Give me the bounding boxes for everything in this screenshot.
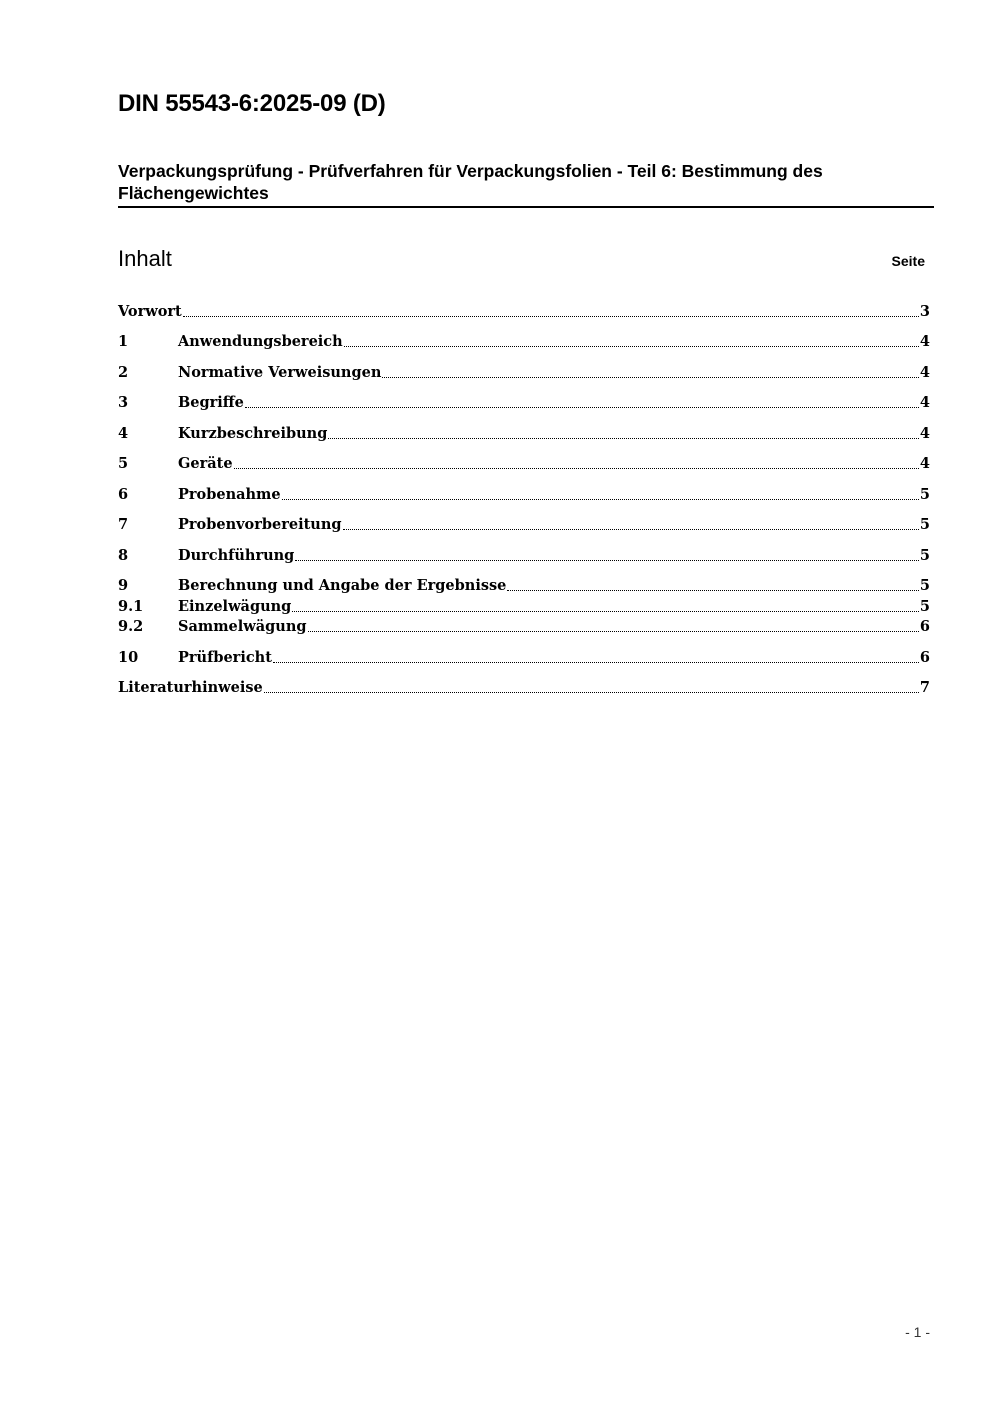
document-id: DIN 55543-6:2025-09 (D) bbox=[118, 90, 386, 117]
toc-entry-page: 7 bbox=[919, 679, 930, 696]
toc-entry-number: 2 bbox=[118, 364, 129, 381]
toc-entry-title: Einzelwägung bbox=[178, 598, 292, 615]
toc-entry-title: Normative Verweisungen bbox=[178, 364, 382, 381]
toc-entry-literaturhinweise[interactable] bbox=[118, 678, 930, 698]
toc-entry-6[interactable] bbox=[118, 485, 930, 505]
toc-entry-title: Kurzbeschreibung bbox=[178, 425, 328, 442]
toc-entry-title: Anwendungsbereich bbox=[178, 333, 343, 350]
toc-dot-leader bbox=[507, 590, 919, 591]
toc-entry-number: 4 bbox=[118, 425, 129, 442]
toc-entry-number: 8 bbox=[118, 547, 129, 564]
toc-entry-title: Vorwort bbox=[118, 303, 182, 320]
toc-dot-leader bbox=[292, 611, 919, 612]
toc-entry-title: Literaturhinweise bbox=[118, 679, 263, 696]
toc-entry-number: 10 bbox=[118, 649, 139, 666]
toc-dot-leader bbox=[245, 407, 919, 408]
toc-entry-number: 6 bbox=[118, 486, 129, 503]
toc-entry-page: 4 bbox=[919, 394, 930, 411]
toc-entry-title: Probenvorbereitung bbox=[178, 516, 342, 533]
toc-entry-number: 9.2 bbox=[118, 618, 144, 635]
toc-entry-1[interactable] bbox=[118, 332, 930, 352]
toc-dot-leader bbox=[382, 377, 919, 378]
toc-entry-title: Probenahme bbox=[178, 486, 281, 503]
toc-entry-number: 3 bbox=[118, 394, 129, 411]
toc-entry-2[interactable] bbox=[118, 363, 930, 383]
toc-entry-page: 5 bbox=[919, 516, 930, 533]
toc-entry-title: Prüfbericht bbox=[178, 649, 272, 666]
document-title: Verpackungsprüfung - Prüfverfahren für Verpackungsfolien - Teil 6: Bestimmung des Flächengewichtes bbox=[118, 160, 934, 208]
toc-dot-leader bbox=[282, 499, 919, 500]
toc-entry-title: Durchführung bbox=[178, 547, 295, 564]
toc-page-column-label: Seite bbox=[891, 253, 925, 269]
page-number: - 1 - bbox=[905, 1324, 930, 1340]
toc-dot-leader bbox=[183, 316, 919, 317]
toc-entry-page: 3 bbox=[919, 303, 930, 320]
toc-entry-8[interactable] bbox=[118, 546, 930, 566]
toc-entry-page: 6 bbox=[919, 618, 930, 635]
toc-entry-title: Sammelwägung bbox=[178, 618, 307, 635]
toc-heading: Inhalt bbox=[118, 246, 172, 271]
toc-entry-page: 5 bbox=[919, 577, 930, 594]
toc-entry-page: 4 bbox=[919, 333, 930, 350]
toc-entry-number: 9.1 bbox=[118, 598, 144, 615]
toc-entry-3[interactable] bbox=[118, 393, 930, 413]
toc-entry-10[interactable] bbox=[118, 648, 930, 668]
toc-dot-leader bbox=[264, 692, 919, 693]
toc-entry-page: 4 bbox=[919, 455, 930, 472]
toc-entry-page: 5 bbox=[919, 547, 930, 564]
toc-entry-page: 5 bbox=[919, 598, 930, 615]
toc-dot-leader bbox=[273, 662, 919, 663]
toc-dot-leader bbox=[234, 468, 919, 469]
toc-entry-page: 4 bbox=[919, 425, 930, 442]
toc-entry-number: 1 bbox=[118, 333, 129, 350]
toc-entry-number: 9 bbox=[118, 577, 129, 594]
toc-entry-vorwort[interactable] bbox=[118, 302, 930, 322]
toc-dot-leader bbox=[308, 631, 919, 632]
toc-dot-leader bbox=[295, 560, 919, 561]
toc-entry-page: 4 bbox=[919, 364, 930, 381]
toc-entry-page: 6 bbox=[919, 649, 930, 666]
toc-entry-9[interactable] bbox=[118, 576, 930, 596]
toc-entry-page: 5 bbox=[919, 486, 930, 503]
toc-dot-leader bbox=[343, 529, 919, 530]
toc-entry-title: Berechnung und Angabe der Ergebnisse bbox=[178, 577, 507, 594]
toc-entry-9-2[interactable] bbox=[118, 617, 930, 637]
toc-entry-title: Begriffe bbox=[178, 394, 244, 411]
toc-entry-5[interactable] bbox=[118, 454, 930, 474]
toc-entry-9-1[interactable] bbox=[118, 597, 930, 617]
toc-entry-number: 5 bbox=[118, 455, 129, 472]
toc-dot-leader bbox=[344, 346, 919, 347]
toc-entry-7[interactable] bbox=[118, 515, 930, 535]
toc-entry-number: 7 bbox=[118, 516, 129, 533]
toc-dot-leader bbox=[328, 438, 919, 439]
toc-entry-title: Geräte bbox=[178, 455, 233, 472]
toc-entry-4[interactable] bbox=[118, 424, 930, 444]
